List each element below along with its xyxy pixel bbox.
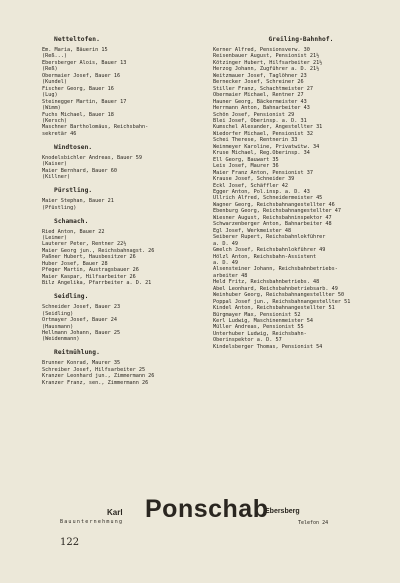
directory-entry: Pfeger Martin, Austragsbauer 26: [42, 267, 139, 274]
directory-entry: (Kaiser): [42, 161, 67, 168]
directory-entry: (Kersch): [42, 117, 67, 124]
directory-entry: Ebersberger Alois, Bauer 13: [42, 59, 127, 66]
directory-entry: Schwarzenberger Anton, Bahnarbeiter 48: [213, 221, 332, 228]
ad-city: Ebersberg: [265, 508, 300, 515]
directory-entry: Wiedorfer Michael, Pensionist 32: [213, 130, 313, 137]
directory-entry: Kerner Alfred, Pensionsverw. 30: [213, 47, 310, 53]
directory-entry: Hauner Georg, Bäckermeister 43: [213, 98, 307, 105]
directory-entry: sekretär 46: [42, 130, 77, 137]
directory-entry: arbeiter 48: [213, 272, 248, 279]
left-column: [42, 36, 210, 386]
directory-entry: Kranzer Franz, sen., Zimmermann 26: [42, 379, 149, 386]
page-number: 122: [60, 537, 80, 548]
directory-entry: Unterhuber Ludwig, Reichsbahn-: [213, 330, 307, 337]
directory-entry: Held Fritz, Reichsbahnbetriebs. 48: [213, 279, 320, 286]
directory-entry: Seiberer Rupert, Reichsbahnlokführer: [213, 234, 326, 241]
directory-entry: Maier Kaspar, Hilfsarbeiter 26: [42, 273, 136, 280]
directory-entry: Ell Georg, Bauwart 35: [213, 156, 279, 163]
directory-entry: Kruse Michael, Reg.Oberinsp. 34: [213, 150, 310, 157]
ad-first-name: Karl: [107, 508, 123, 517]
directory-entry: Schön Josef, Pensionist 29: [213, 111, 295, 118]
ad-tagline: Bauunternehmung: [60, 519, 124, 525]
directory-entry: Gmelch Josef, Reichsbahnlokführer 49: [213, 247, 326, 254]
directory-entry: Hölzl Anton, Reichsbahn-Assistent: [213, 253, 317, 260]
directory-entry: Obermaier Michael, Rentner 27: [213, 92, 304, 99]
directory-entry: Krause Josef, Schneider 39: [213, 176, 295, 183]
directory-entry: Poppal Josef jun., Reichsbahnangestellter 51: [213, 298, 351, 305]
directory-entry: Kindel Anton, Reichsbahnangestellter 51: [213, 305, 335, 312]
directory-entry: Leis Josef, Maurer 36: [213, 163, 279, 170]
directory-entry: Obermaier Josef, Bauer 16: [42, 72, 121, 79]
directory-entry: Egl Josef, Werkmeister 48: [213, 227, 292, 234]
section-heading: Greiling-Bahnhof.: [268, 36, 334, 43]
directory-entry: Schei Therese, Rentnerin 33: [213, 137, 298, 144]
right-column: [213, 36, 389, 350]
directory-entry: Schneider Josef, Bauer 23: [42, 304, 121, 311]
directory-entry: Bilz Angelika, Pfarrbeiter a. D. 21: [42, 280, 152, 287]
directory-entry: Steinegger Martin, Bauer 17: [42, 98, 127, 105]
directory-entry: Bernecker Josef, Schreiner 26: [213, 79, 304, 86]
directory-entry: Ried Anton, Bauer 22: [42, 228, 105, 235]
directory-entry: Huber Josef, Bauer 28: [42, 260, 108, 267]
advertisement: [60, 495, 340, 525]
directory-entry: Knodelsbichler Andreas, Bauer 59: [42, 154, 142, 161]
directory-entry: Lauterer Peter, Rentner 22½: [42, 241, 127, 248]
directory-entry: (Hausmann): [42, 323, 74, 330]
directory-entry: Alsensteiner Johann, Reichsbahnbetriebs-: [213, 266, 338, 273]
directory-entry: Oberinspektor a. D. 57: [213, 337, 282, 344]
directory-entry: Kötzinger Hubert, Hilfsarbeiter 21½: [213, 59, 323, 66]
directory-entry: (Wimm): [42, 105, 61, 112]
directory-entry: Egger Anton, Pol.insp. a. D. 43: [213, 188, 310, 195]
directory-entry: Reisenbauer August, Pensionist 21½: [213, 53, 320, 60]
directory-entry: Maier Georg jun., Reichsbahnagst. 26: [42, 247, 155, 254]
directory-entry: Maier Stephan, Bauer 21: [42, 198, 114, 205]
directory-entry: Wiesner August, Reichsbahninspektor 47: [213, 214, 332, 221]
directory-entry: Kerl Ludwig, Maschinenmeister 54: [213, 318, 313, 325]
directory-entry: a. D. 49: [213, 240, 238, 247]
section-heading: Reitmühlung.: [54, 349, 100, 357]
directory-entry: Herzog Johann, Zugführer a. D. 21½: [213, 66, 320, 73]
directory-entry: Kumschel Alexander, Angestellter 31: [213, 124, 323, 131]
directory-entry: Ortmayer Josef, Bauer 24: [42, 317, 117, 324]
directory-entry: (Kundel): [42, 79, 67, 86]
directory-entry: Schreiber Josef, Hilfsarbeiter 25: [42, 366, 146, 373]
section-heading: Schamach.: [54, 217, 89, 225]
section-heading: Netteltofen.: [54, 36, 100, 43]
directory-entry: Maschner Bartholomäus, Reichsbahn-: [42, 124, 149, 131]
directory-entry: (Reß): [42, 66, 58, 73]
directory-entry: Eckl Josef, Schäffler 42: [213, 182, 288, 189]
directory-entry: Wagner Georg, Reichsbahnangestellter 46: [213, 201, 335, 208]
directory-entry: Herrmann Anton, Bahnarbeiter 43: [213, 105, 310, 112]
directory-entry: Kranzer Leonhard jun., Zimmermann 26: [42, 373, 155, 380]
ad-company-name: Ponschab: [145, 495, 269, 523]
directory-entry: Weinhuber Georg, Reichsbahnangestellter 50: [213, 292, 345, 299]
ad-phone: Telefon 24: [298, 520, 329, 526]
directory-entry: (Leimer): [42, 235, 67, 242]
directory-entry: Paßner Hubert, Hausbesitzer 26: [42, 254, 136, 261]
directory-entry: Abel Leonhard, Reichsbahnbetriebsarb. 49: [213, 285, 338, 292]
directory-entry: Bürgmayer Max, Pensionist 52: [213, 311, 301, 318]
directory-entry: Fuchs Michael, Bauer 18: [42, 111, 114, 118]
section-heading: Windtosen.: [54, 143, 93, 151]
directory-entry: a. D. 49: [213, 259, 238, 266]
directory-entry: Blei Josef, Oberinsp. a. D. 31: [213, 117, 307, 124]
directory-entry: (Weidenmann): [42, 336, 80, 343]
directory-entry: Em. Maria, Bäuerin 15: [42, 47, 108, 53]
directory-entry: Maier Bernhard, Bauer 60: [42, 167, 117, 174]
directory-entry: Maier Franz Anton, Pensionist 37: [213, 169, 313, 176]
directory-entry: Fischer Georg, Bauer 16: [42, 85, 114, 92]
directory-entry: (Pfüstling): [42, 204, 77, 211]
directory-entry: (Reß...): [42, 53, 67, 60]
directory-entry: (Seidling): [42, 310, 74, 317]
directory-entry: Kindelsberger Thomas, Pensionist 54: [213, 343, 323, 350]
directory-entry: Hellmann Johann, Bauer 25: [42, 329, 121, 336]
section-heading: Seidling.: [54, 293, 89, 301]
directory-entry: (Lug): [42, 92, 58, 99]
directory-entry: Weitzmauer Josef, Taglöhner 23: [213, 72, 307, 79]
directory-entry: Weinmeyer Karoline, Privatwitw. 34: [213, 143, 320, 150]
directory-entry: Stiller Franz, Schachtmeister 27: [213, 85, 313, 92]
directory-entry: Müller Andreas, Pensionist 55: [213, 324, 304, 331]
section-heading: Pürstling.: [54, 187, 93, 195]
directory-entry: Ullrich Alfred, Schneidermeister 45: [213, 195, 323, 202]
directory-entry: (Killner): [42, 174, 71, 181]
directory-entry: Brunner Konrad, Maurer 35: [42, 360, 121, 367]
directory-entry: Ebenburg Georg, Reichsbahnangestellter 47: [213, 208, 342, 215]
